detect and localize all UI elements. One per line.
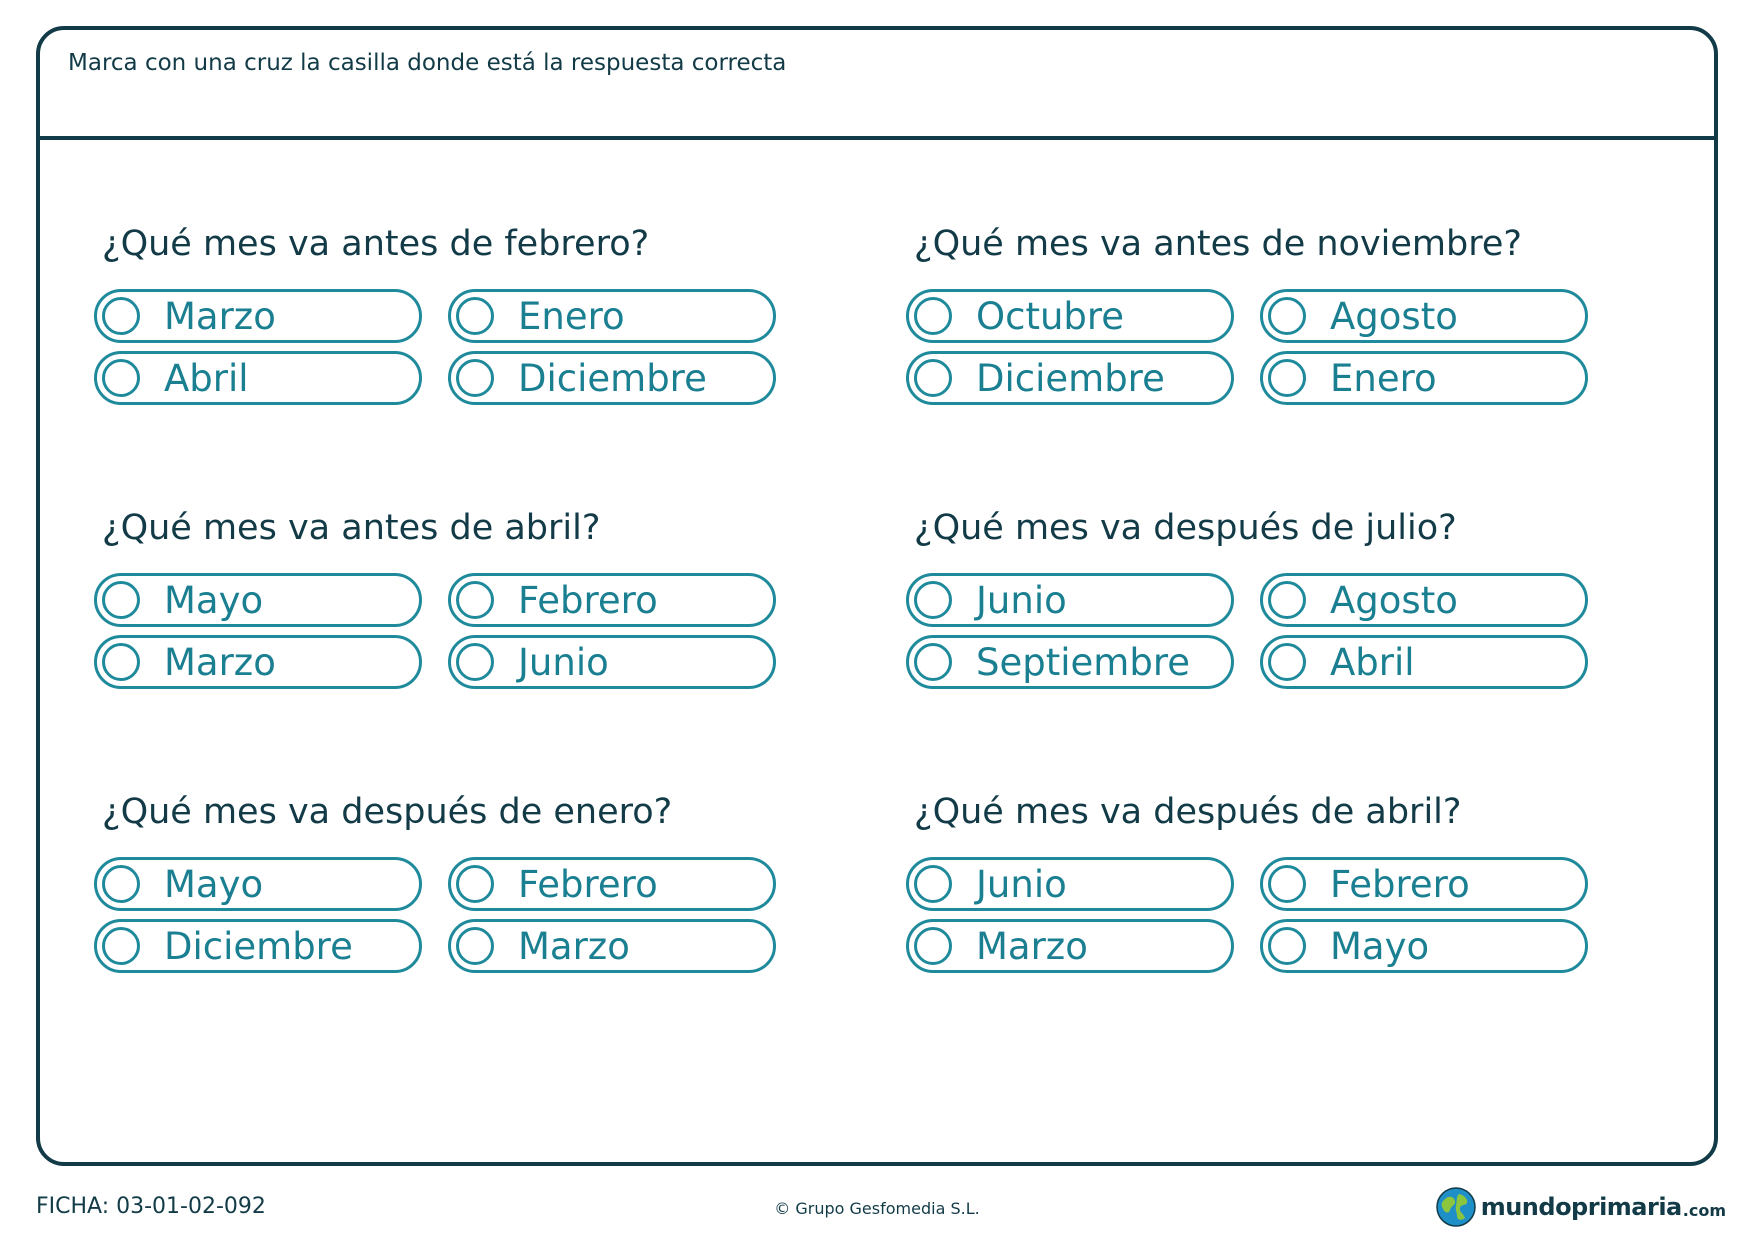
answer-label: Junio xyxy=(976,578,1067,622)
answer-option[interactable] xyxy=(1260,919,1588,973)
answer-option[interactable] xyxy=(94,289,422,343)
circle-checkbox-icon[interactable] xyxy=(1268,865,1306,903)
circle-checkbox-icon[interactable] xyxy=(456,927,494,965)
answer-option[interactable] xyxy=(448,635,776,689)
answer-option[interactable] xyxy=(448,289,776,343)
question-text: ¿Qué mes va después de julio? xyxy=(914,508,1457,548)
answer-option[interactable] xyxy=(94,351,422,405)
circle-checkbox-icon[interactable] xyxy=(456,865,494,903)
answer-label: Marzo xyxy=(164,640,276,684)
answer-label: Octubre xyxy=(976,294,1125,338)
answer-label: Mayo xyxy=(164,578,264,622)
circle-checkbox-icon[interactable] xyxy=(914,359,952,397)
answer-option[interactable] xyxy=(1260,351,1588,405)
answer-option[interactable] xyxy=(1260,857,1588,911)
question-block xyxy=(906,783,1586,973)
brand-name: mundoprimaria xyxy=(1480,1193,1682,1221)
circle-checkbox-icon[interactable] xyxy=(456,297,494,335)
question-block xyxy=(94,499,774,689)
answer-options xyxy=(94,289,774,405)
circle-checkbox-icon[interactable] xyxy=(102,359,140,397)
answer-options xyxy=(906,289,1586,405)
answer-option[interactable] xyxy=(94,919,422,973)
answer-option[interactable] xyxy=(1260,289,1588,343)
answer-option[interactable] xyxy=(94,635,422,689)
circle-checkbox-icon[interactable] xyxy=(456,359,494,397)
answer-option[interactable] xyxy=(1260,635,1588,689)
answer-option[interactable] xyxy=(906,573,1234,627)
brand-logo[interactable] xyxy=(1435,1186,1726,1228)
copyright-text: © Grupo Gesfomedia S.L. xyxy=(774,1199,980,1218)
answer-label: Enero xyxy=(1330,356,1437,400)
circle-checkbox-icon[interactable] xyxy=(102,927,140,965)
question-block xyxy=(94,215,774,405)
circle-checkbox-icon[interactable] xyxy=(1268,297,1306,335)
question-block xyxy=(94,783,774,973)
circle-checkbox-icon[interactable] xyxy=(914,643,952,681)
answer-label: Mayo xyxy=(1330,924,1430,968)
question-text: ¿Qué mes va antes de abril? xyxy=(102,508,601,548)
question-text: ¿Qué mes va antes de febrero? xyxy=(102,224,650,264)
question-block xyxy=(906,499,1586,689)
quiz-grid xyxy=(94,215,1522,973)
answer-options xyxy=(94,573,774,689)
answer-option[interactable] xyxy=(94,857,422,911)
answer-option[interactable] xyxy=(448,573,776,627)
circle-checkbox-icon[interactable] xyxy=(1268,927,1306,965)
circle-checkbox-icon[interactable] xyxy=(1268,643,1306,681)
answer-options xyxy=(906,857,1586,973)
answer-options xyxy=(906,573,1586,689)
circle-checkbox-icon[interactable] xyxy=(456,643,494,681)
answer-option[interactable] xyxy=(448,857,776,911)
brand-suffix: .com xyxy=(1682,1200,1726,1220)
answer-label: Agosto xyxy=(1330,578,1458,622)
answer-label: Enero xyxy=(518,294,625,338)
answer-option[interactable] xyxy=(906,919,1234,973)
circle-checkbox-icon[interactable] xyxy=(914,865,952,903)
circle-checkbox-icon[interactable] xyxy=(914,581,952,619)
circle-checkbox-icon[interactable] xyxy=(914,927,952,965)
answer-option[interactable] xyxy=(906,289,1234,343)
worksheet-code: FICHA: 03-01-02-092 xyxy=(36,1194,266,1219)
question-block xyxy=(906,215,1586,405)
answer-option[interactable] xyxy=(94,573,422,627)
answer-option[interactable] xyxy=(448,919,776,973)
circle-checkbox-icon[interactable] xyxy=(1268,581,1306,619)
question-text: ¿Qué mes va después de enero? xyxy=(102,792,673,832)
circle-checkbox-icon[interactable] xyxy=(456,581,494,619)
answer-option[interactable] xyxy=(906,635,1234,689)
answer-label: Febrero xyxy=(518,862,658,906)
answer-label: Agosto xyxy=(1330,294,1458,338)
answer-label: Diciembre xyxy=(976,356,1165,400)
answer-options xyxy=(94,857,774,973)
instruction-bar xyxy=(40,30,1714,140)
globe-logo-icon xyxy=(1435,1186,1477,1228)
answer-label: Diciembre xyxy=(164,924,353,968)
circle-checkbox-icon[interactable] xyxy=(914,297,952,335)
answer-label: Abril xyxy=(164,356,249,400)
answer-label: Febrero xyxy=(518,578,658,622)
answer-option[interactable] xyxy=(1260,573,1588,627)
circle-checkbox-icon[interactable] xyxy=(102,297,140,335)
answer-label: Septiembre xyxy=(976,640,1190,684)
question-text: ¿Qué mes va después de abril? xyxy=(914,792,1462,832)
circle-checkbox-icon[interactable] xyxy=(102,581,140,619)
question-text: ¿Qué mes va antes de noviembre? xyxy=(914,224,1522,264)
answer-option[interactable] xyxy=(906,857,1234,911)
answer-label: Mayo xyxy=(164,862,264,906)
answer-label: Marzo xyxy=(164,294,276,338)
answer-label: Abril xyxy=(1330,640,1415,684)
answer-option[interactable] xyxy=(906,351,1234,405)
answer-label: Marzo xyxy=(518,924,630,968)
answer-option[interactable] xyxy=(448,351,776,405)
answer-label: Diciembre xyxy=(518,356,707,400)
answer-label: Junio xyxy=(518,640,609,684)
answer-label: Marzo xyxy=(976,924,1088,968)
circle-checkbox-icon[interactable] xyxy=(102,643,140,681)
answer-label: Febrero xyxy=(1330,862,1470,906)
answer-label: Junio xyxy=(976,862,1067,906)
instruction-text: Marca con una cruz la casilla donde está la respuesta correcta xyxy=(68,50,787,76)
circle-checkbox-icon[interactable] xyxy=(1268,359,1306,397)
circle-checkbox-icon[interactable] xyxy=(102,865,140,903)
